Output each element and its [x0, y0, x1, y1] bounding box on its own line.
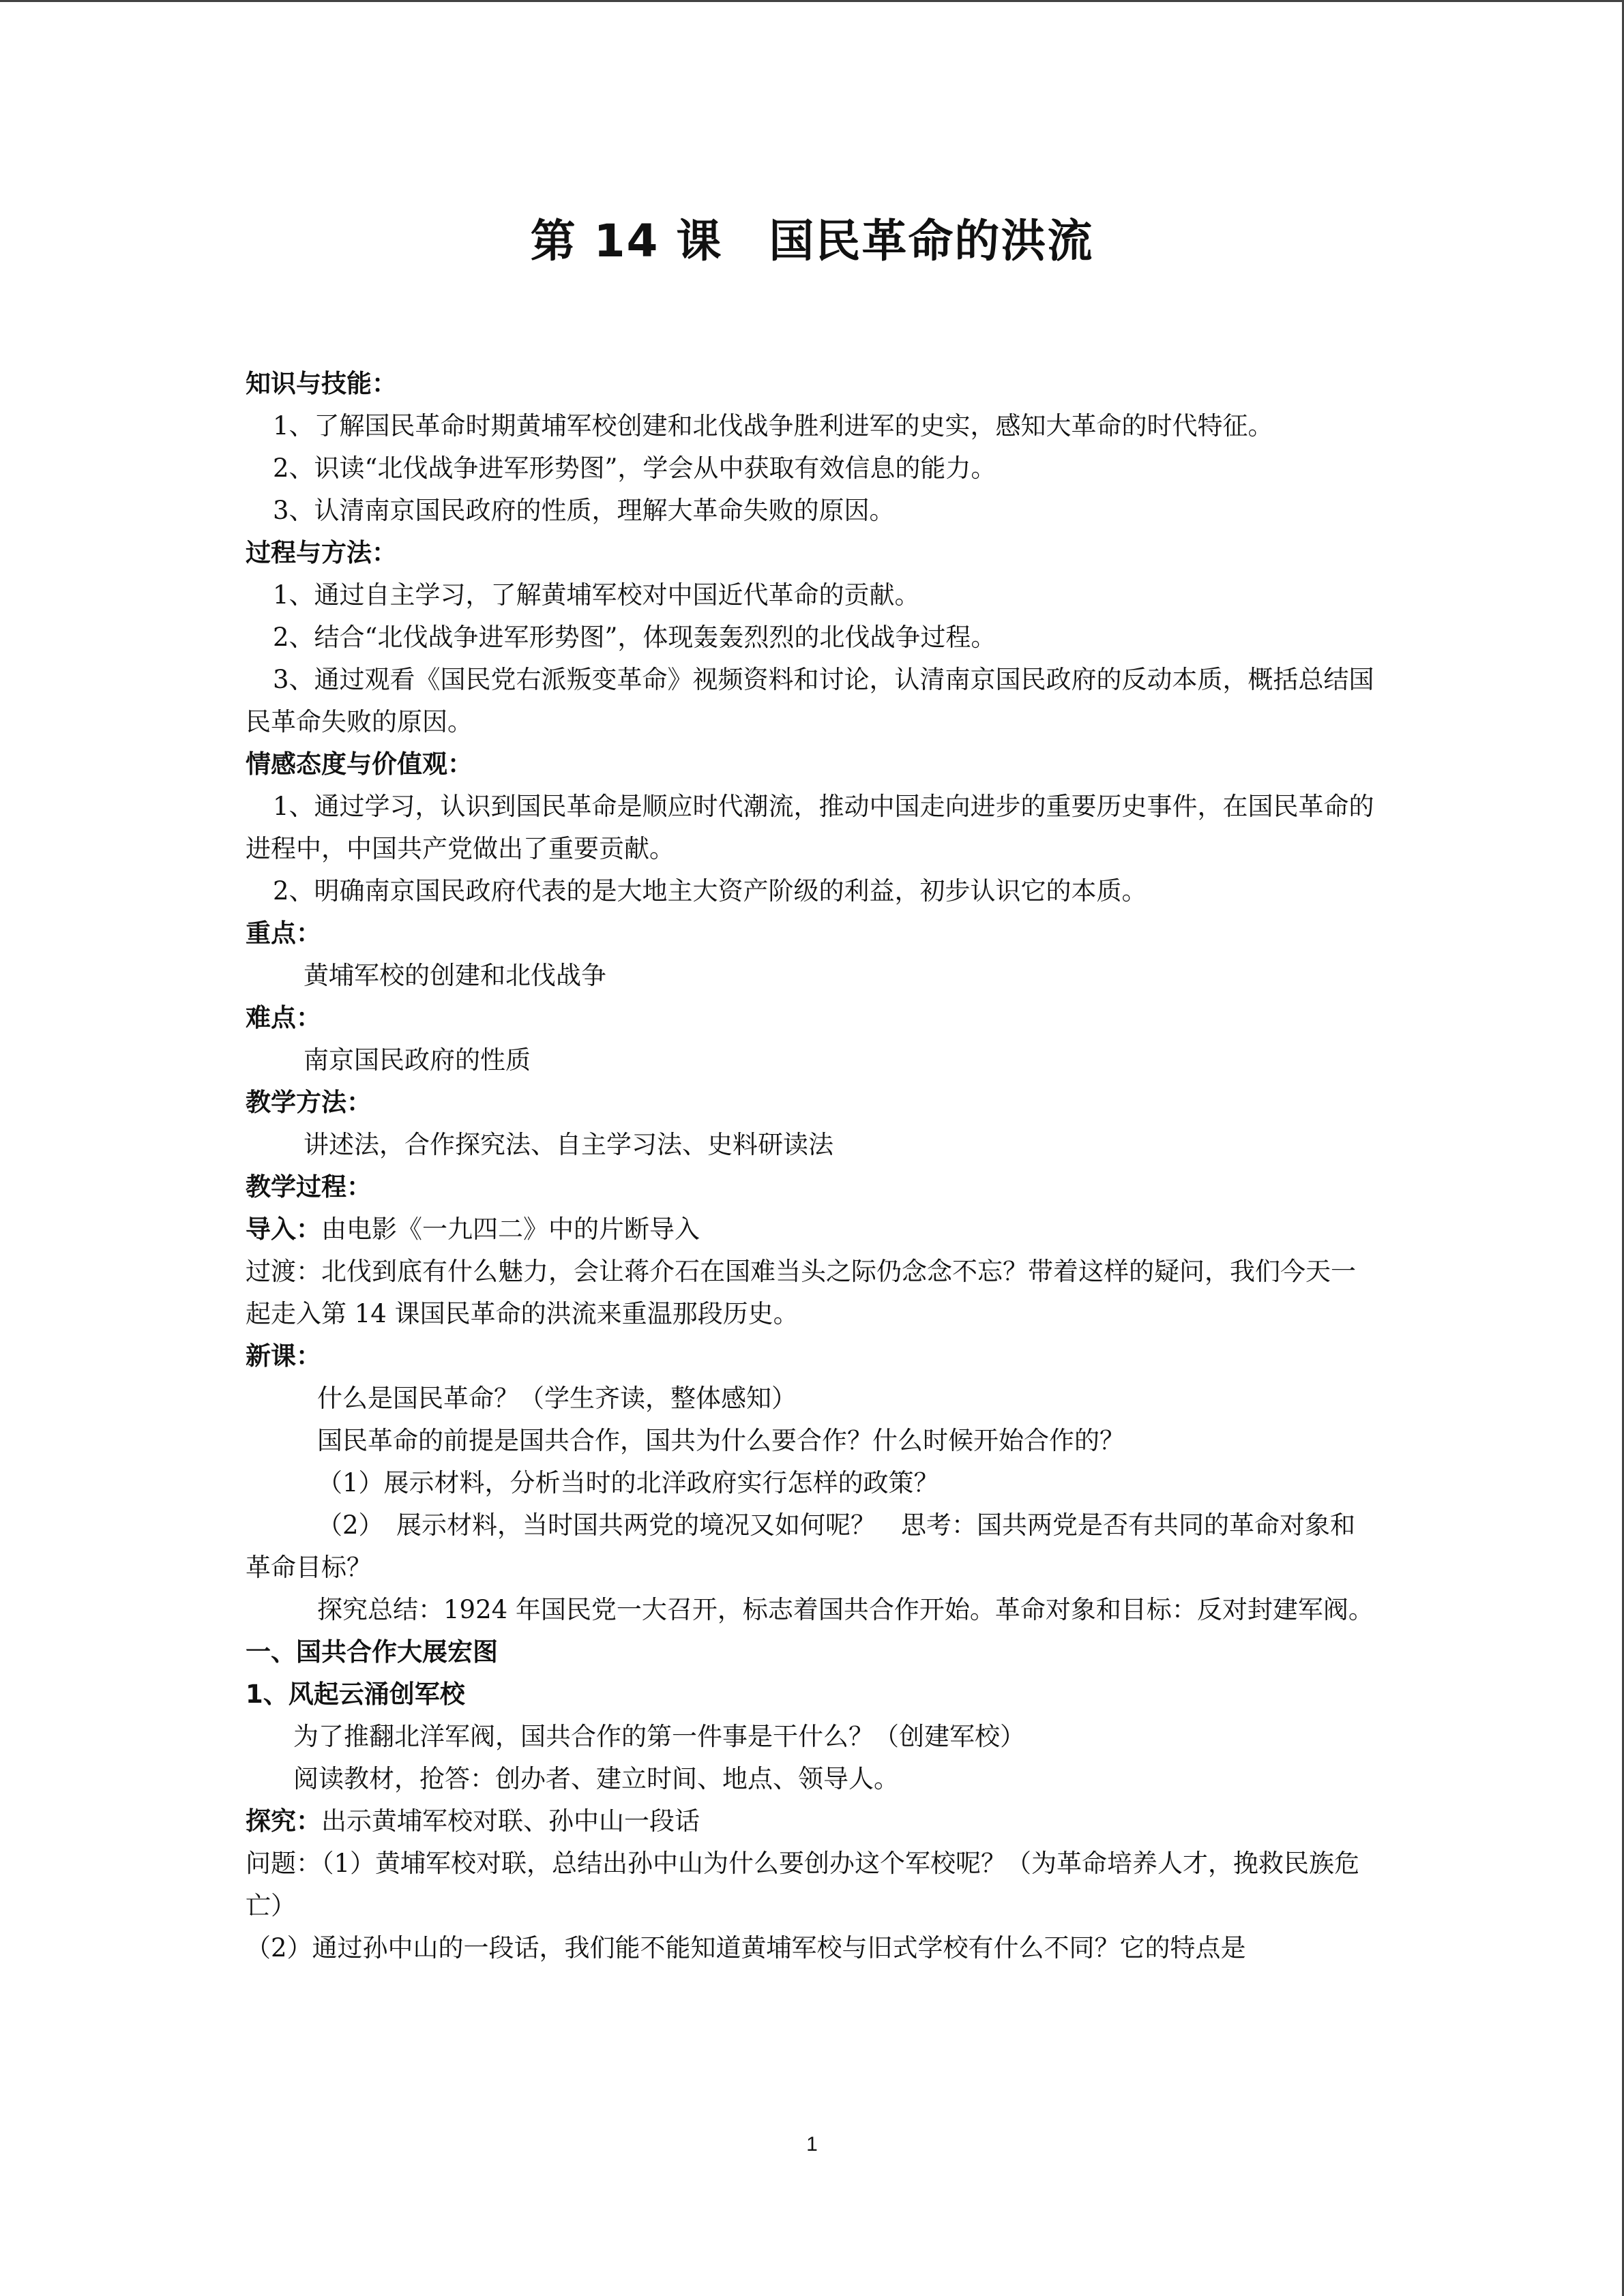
explore-label: 探究：: [246, 1806, 321, 1836]
page-number: 1: [806, 2133, 818, 2156]
explore-text: 出示黄埔军校对联、孙中山一段话: [321, 1806, 700, 1836]
process-item-3: 3、通过观看《国民党右派叛变革命》视频资料和讨论，认清南京国民政府的反动本质，概括总结国民革命失败的原因。: [246, 665, 1374, 736]
procedure-heading: 教学过程：: [246, 1172, 372, 1202]
part1-subheading: 1、风起云涌创军校: [246, 1680, 465, 1709]
transition-paragraph: 过渡：北伐到底有什么魅力，会让蒋介石在国难当头之际仍念念不忘？带着这样的疑问，我们今天一起走入第 14 课国民革命的洪流来重温那段历史。: [246, 1257, 1356, 1328]
knowledge-item-1: 1、了解国民革命时期黄埔军校创建和北伐战争胜利进军的史实，感知大革命的时代特征。: [273, 411, 1273, 441]
emotion-item-1: 1、通过学习，认识到国民革命是顺应时代潮流，推动中国走向进步的重要历史事件，在国民革命的进程中，中国共产党做出了重要贡献。: [246, 792, 1374, 863]
intro-paragraph: [246, 1208, 1381, 1251]
new-lesson-heading: 新课：: [246, 1341, 321, 1371]
emotion-heading: 情感态度与价值观：: [246, 749, 473, 779]
explore-paragraph: [246, 1800, 1381, 1843]
process-item-2: 2、结合“北伐战争进军形势图”，体现轰轰烈烈的北伐战争过程。: [273, 623, 996, 652]
new-lesson-line-3: （1）展示材料，分析当时的北洋政府实行怎样的政策？: [317, 1468, 939, 1497]
knowledge-heading: 知识与技能：: [246, 369, 397, 398]
part1-line-2: 阅读教材，抢答：创办者、建立时间、地点、领导人。: [293, 1764, 899, 1793]
new-lesson-line-4: （2） 展示材料，当时国共两党的境况又如何呢？ 思考：国共两党是否有共同的革命对象和革命目标？: [246, 1510, 1356, 1582]
method-text: 讲述法，合作探究法、自主学习法、史料研读法: [304, 1130, 833, 1159]
knowledge-item-2: 2、识读“北伐战争进军形势图”，学会从中获取有效信息的能力。: [273, 453, 996, 483]
part1-line-1: 为了推翻北洋军阀，国共合作的第一件事是干什么？（创建军校）: [293, 1722, 1025, 1751]
part1-heading: 一、国共合作大展宏图: [246, 1637, 498, 1667]
intro-text: 由电影《一九四二》中的片断导入: [321, 1214, 700, 1244]
question-1: 问题：（1）黄埔军校对联，总结出孙中山为什么要创办这个军校呢？（为革命培养人才，挽救民族危亡）: [246, 1849, 1360, 1920]
key-point-heading: 重点：: [246, 919, 321, 948]
emotion-item-2: 2、明确南京国民政府代表的是大地主大资产阶级的利益，初步认识它的本质。: [273, 876, 1147, 906]
difficulty-text: 南京国民政府的性质: [304, 1045, 531, 1075]
knowledge-item-3: 3、认清南京国民政府的性质，理解大革命失败的原因。: [273, 496, 895, 525]
key-point-text: 黄埔军校的创建和北伐战争: [304, 961, 606, 990]
new-lesson-line-5: 探究总结：1924 年国民党一大召开，标志着国共合作开始。革命对象和目标：反对封建军阀。: [317, 1595, 1374, 1624]
intro-label: 导入：: [246, 1214, 321, 1244]
question-2: （2）通过孙中山的一段话，我们能不能知道黄埔军校与旧式学校有什么不同？它的特点是: [246, 1933, 1246, 1963]
new-lesson-line-1: 什么是国民革命？（学生齐读，整体感知）: [317, 1384, 797, 1413]
difficulty-heading: 难点：: [246, 1003, 321, 1032]
process-heading: 过程与方法：: [246, 538, 397, 567]
process-item-1: 1、通过自主学习，了解黄埔军校对中国近代革命的贡献。: [273, 580, 920, 610]
method-heading: 教学方法：: [246, 1088, 372, 1117]
document-body: [246, 363, 1381, 1969]
page-title: 第 14 课 国民革命的洪流: [530, 215, 1094, 267]
new-lesson-line-2: 国民革命的前提是国共合作，国共为什么要合作？什么时候开始合作的？: [317, 1426, 1125, 1455]
